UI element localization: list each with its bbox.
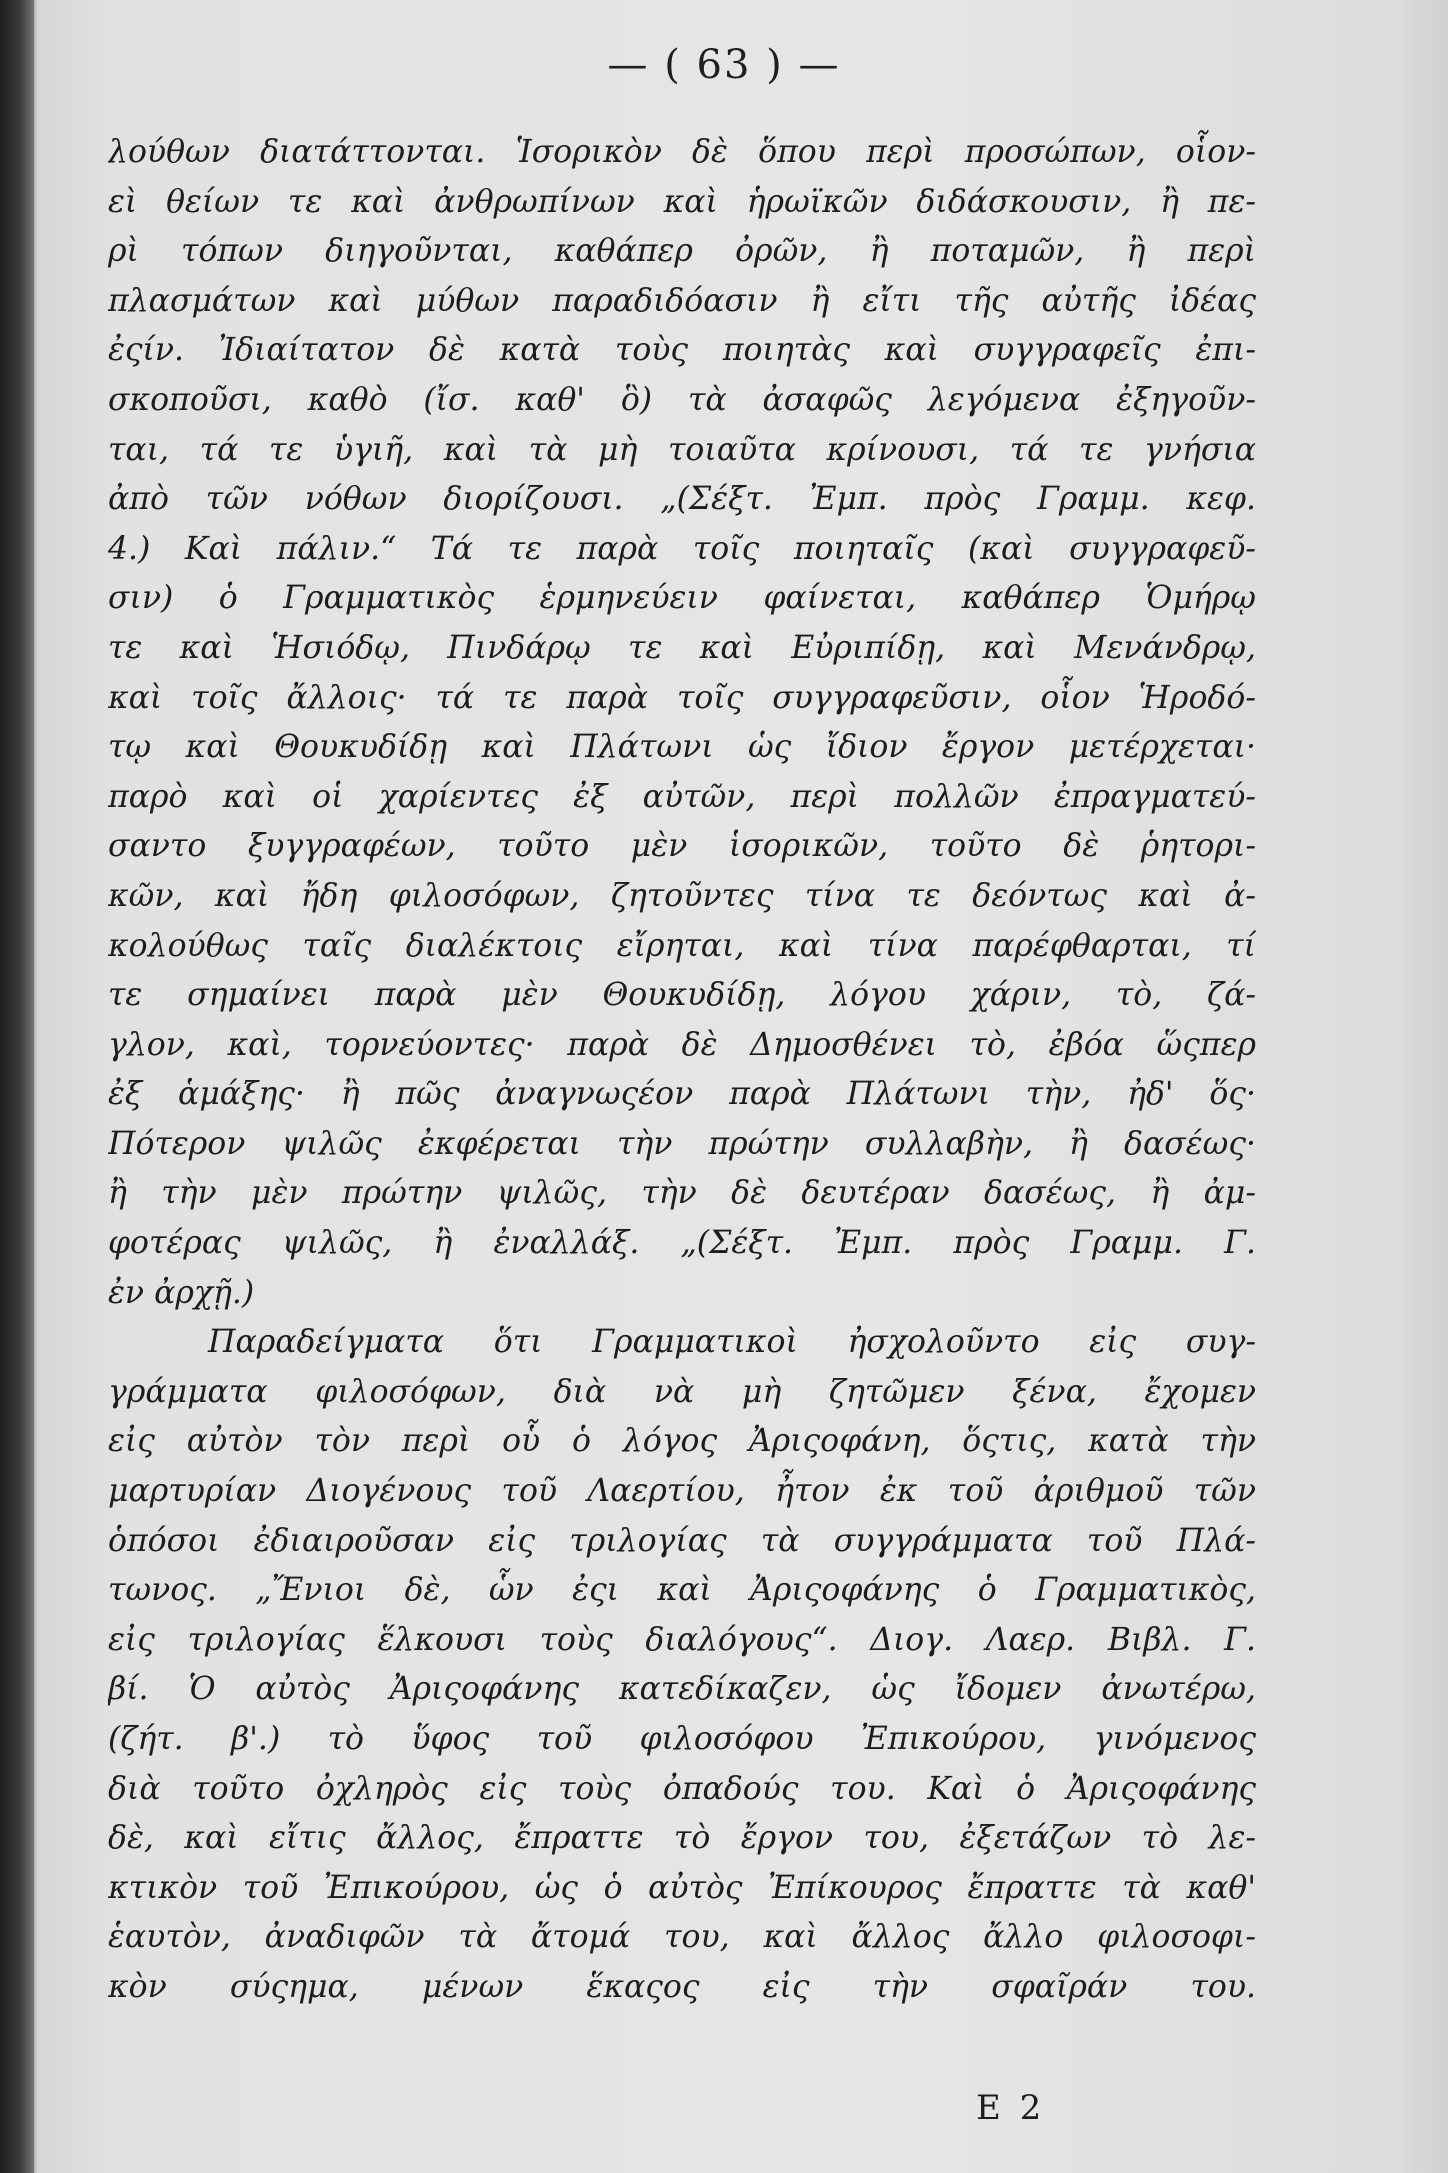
text-line: δὲ, καὶ εἴτις ἄλλος, ἔπραττε τὸ ἔργον του, ἐξετάζων τὸ λε- (108, 1820, 1256, 1857)
text-line: μαρτυρίαν Διογένους τοῦ Λαερτίου, ἦτον ἐκ τοῦ ἀριθμοῦ τῶν (108, 1473, 1256, 1510)
text-line: φοτέρας ψιλῶς, ἢ ἐναλλάξ. „(Σέξτ. Ἐμπ. πρὸς Γραμμ. Γ. (108, 1225, 1256, 1262)
book-spine-shadow (0, 0, 34, 2173)
text-line: ἑαυτὸν, ἀναδιφῶν τὰ ἄτομά του, καὶ ἄλλος ἄλλο φιλοσοφι- (108, 1919, 1256, 1956)
text-line: βί. Ὁ αὐτὸς Ἀριςοφάνης κατεδίκαζεν, ὡς ἴδομεν ἀνωτέρω, (108, 1671, 1256, 1708)
text-line: τε καὶ Ἡσιόδῳ, Πινδάρῳ τε καὶ Εὐριπίδῃ, καὶ Μενάνδρῳ, (108, 629, 1256, 666)
text-line: εἰς τριλογίας ἕλκουσι τοὺς διαλόγους“. Διογ. Λαερ. Βιβλ. Γ. (108, 1621, 1256, 1658)
text-line: 4.) Καὶ πάλιν.“ Τά τε παρὰ τοῖς ποιηταῖς (καὶ συγγραφεῦ- (108, 530, 1256, 567)
text-line: καὶ τοῖς ἄλλοις· τά τε παρὰ τοῖς συγγραφεῦσιν, οἷον Ἡροδό- (108, 679, 1256, 716)
text-line: κῶν, καὶ ἤδη φιλοσόφων, ζητοῦντες τίνα τε δεόντως καὶ ἀ- (108, 877, 1256, 914)
text-line: Παραδείγματα ὅτι Γραμματικοὶ ἠσχολοῦντο εἰς συγ- (208, 1324, 1256, 1361)
text-line: πλασμάτων καὶ μύθων παραδιδόασιν ἢ εἴτι τῆς αὐτῆς ἰδέας (108, 282, 1256, 319)
text-line: ὁπόσοι ἐδιαιροῦσαν εἰς τριλογίας τὰ συγγράμματα τοῦ Πλά- (108, 1522, 1256, 1559)
text-line: ἐςίν. Ἰδιαίτατον δὲ κατὰ τοὺς ποιητὰς καὶ συγγραφεῖς ἐπι- (108, 332, 1256, 369)
page-number-header: — ( 63 ) — (607, 42, 841, 88)
text-line: γράμματα φιλοσόφων, διὰ νὰ μὴ ζητῶμεν ξένα, ἔχομεν (108, 1373, 1256, 1410)
text-line: τωνος. „Ἔνιοι δὲ, ὧν ἐςι καὶ Ἀριςοφάνης ὁ Γραμματικὸς, (108, 1572, 1256, 1609)
text-line: τῳ καὶ Θουκυδίδῃ καὶ Πλάτωνι ὡς ἴδιον ἔργον μετέρχεται· (108, 729, 1256, 766)
text-line: κολούθως ταῖς διαλέκτοις εἴρηται, καὶ τίνα παρέφθαρται, τί (108, 927, 1256, 964)
text-line: εὶ θείων τε καὶ ἀνθρωπίνων καὶ ἡρωϊκῶν διδάσκουσιν, ἢ πε- (108, 183, 1256, 220)
text-line: σαντο ξυγγραφέων, τοῦτο μὲν ἱσορικῶν, τοῦτο δὲ ῥητορι- (108, 828, 1256, 865)
text-line: σκοποῦσι, καθὸ (ἴσ. καθ' ὃ) τὰ ἀσαφῶς λεγόμενα ἐξηγοῦν- (108, 381, 1256, 418)
text-line: ἀπὸ τῶν νόθων διορίζουσι. „(Σέξτ. Ἐμπ. πρὸς Γραμμ. κεφ. (108, 481, 1256, 518)
text-line: ρὶ τόπων διηγοῦνται, καθάπερ ὀρῶν, ἢ ποταμῶν, ἢ περὶ (108, 233, 1256, 270)
text-line: εἰς αὐτὸν τὸν περὶ οὗ ὁ λόγος Ἀριςοφάνη, ὅςτις, κατὰ τὴν (108, 1423, 1256, 1460)
text-line: (ζήτ. β'.) τὸ ὕφος τοῦ φιλοσόφου Ἐπικούρου, γινόμενος (108, 1721, 1256, 1757)
text-line: σιν) ὁ Γραμματικὸς ἑρμηνεύειν φαίνεται, καθάπερ Ὁμήρῳ (108, 580, 1256, 617)
text-line: ἐν ἀρχῇ.) (108, 1274, 255, 1311)
text-line: κὸν σύςημα, μένων ἕκαςος εἰς τὴν σφαῖράν του. (108, 1968, 1256, 2005)
text-line: ται, τά τε ὑγιῆ, καὶ τὰ μὴ τοιαῦτα κρίνουσι, τά τε γνήσια (108, 431, 1256, 468)
text-line: λούθων διατάττονται. Ἱσορικὸν δὲ ὅπου περὶ προσώπων, οἷον- (108, 134, 1256, 170)
text-line: ἢ τὴν μὲν πρώτην ψιλῶς, τὴν δὲ δευτέραν δασέως, ἢ ἀμ- (108, 1175, 1256, 1212)
text-line: Πότερον ψιλῶς ἐκφέρεται τὴν πρώτην συλλαβὴν, ἢ δασέως· (108, 1125, 1256, 1162)
text-line: παρὸ καὶ οἱ χαρίεντες ἐξ αὐτῶν, περὶ πολλῶν ἐπραγματεύ- (108, 778, 1256, 815)
text-line: ἐξ ἁμάξης· ἢ πῶς ἀναγνωςέον παρὰ Πλάτωνι τὴν, ἠδ' ὅς· (108, 1076, 1256, 1113)
text-line: τε σημαίνει παρὰ μὲν Θουκυδίδῃ, λόγου χάριν, τὸ, ζά- (108, 977, 1256, 1014)
printer-signature-mark: Ε 2 (976, 2088, 1046, 2128)
text-line: γλον, καὶ, τορνεύοντες· παρὰ δὲ Δημοσθένει τὸ, ἐβόα ὥςπερ (108, 1026, 1256, 1063)
text-line: κτικὸν τοῦ Ἐπικούρου, ὡς ὁ αὐτὸς Ἐπίκουρος ἔπραττε τὰ καθ' (108, 1869, 1256, 1906)
text-line: διὰ τοῦτο ὀχληρὸς εἰς τοὺς ὀπαδούς του. Καὶ ὁ Ἀριςοφάνης (108, 1770, 1256, 1807)
page-body-text (108, 128, 1256, 2013)
